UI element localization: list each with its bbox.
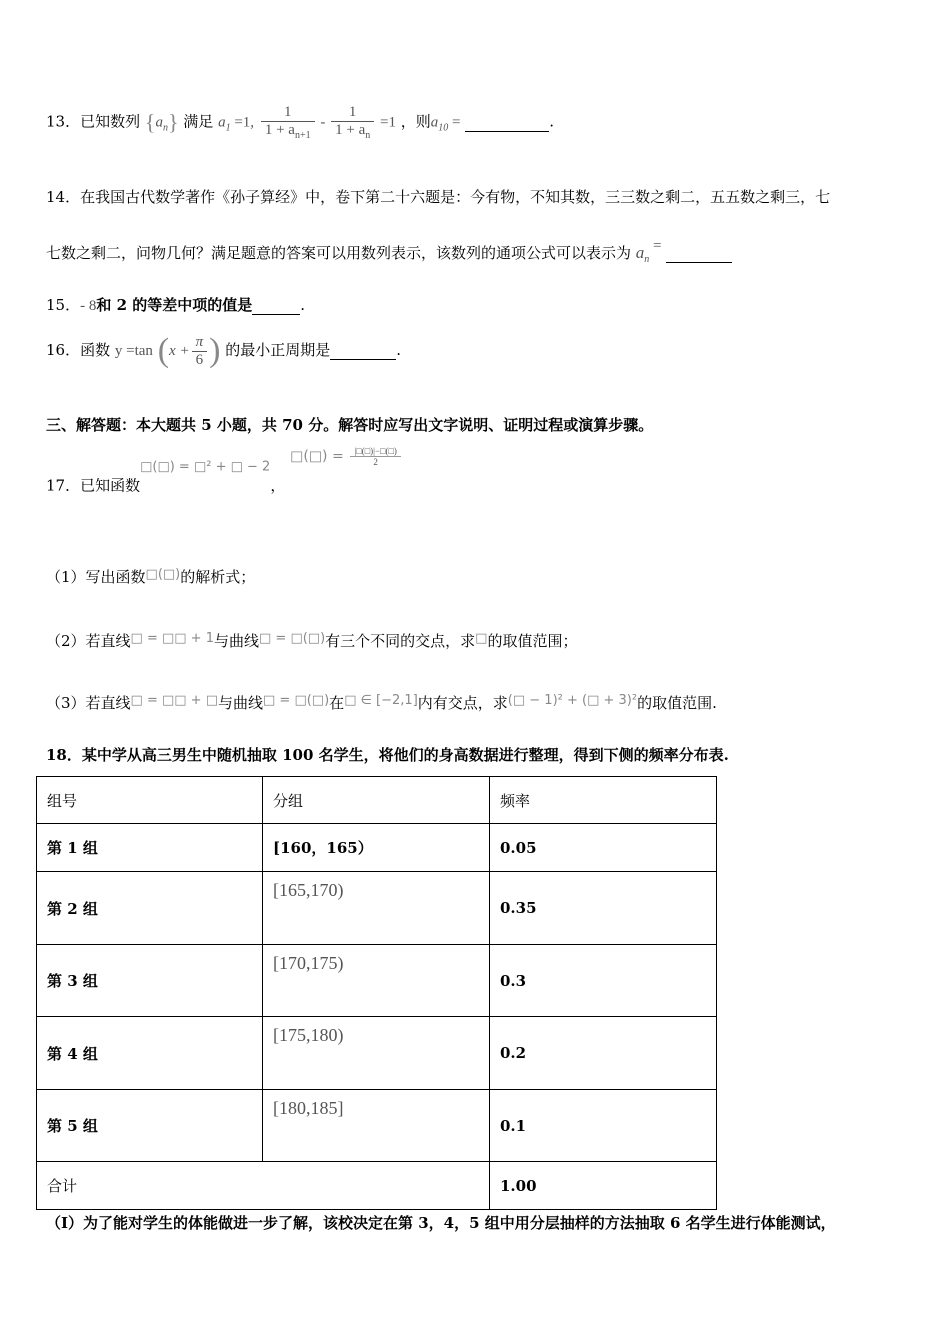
table-row: 第 3 组 [170,175) 0.3 <box>37 945 717 1017</box>
table-row: 第 5 组 [180,185] 0.1 <box>37 1090 717 1162</box>
question-14-line-1: 14．在我国古代数学著作《孙子算经》中，卷下第二十六题是：今有物，不知其数，三三数之剩二，五五数之剩三，七 <box>46 188 831 206</box>
fraction-g: $\frac{|□(□)|-□(□)}{2}$ <box>350 446 400 467</box>
question-15: 15．- 8和 2 的等差中项的值是 . <box>46 296 306 314</box>
answer-blank[interactable] <box>330 341 396 360</box>
table-header-row <box>37 777 717 824</box>
total-value: 1.00 <box>490 1162 717 1210</box>
question-14-line-2: 七数之剩二，问物几何？满足题意的答案可以用数列表示，该数列的通项公式可以表示为 $a_n$ = <box>46 238 732 265</box>
question-17-part-3: （3）若直线□ = □□ + □与曲线□ = □(□)在□ ∈ [−2,1]内有交点，求(□ − 1)² + (□ + 3)²的取值范围. <box>46 693 717 712</box>
question-17-part-2: （2）若直线□ = □□ + 1与曲线□ = □(□)有三个不同的交点，求□的取值范围； <box>46 631 578 650</box>
section-3-heading: 三、解答题：本大题共 5 小题，共 70 分。解答时应写出文字说明、证明过程或演算步骤。 <box>46 416 654 434</box>
brace-left: { <box>144 109 156 135</box>
question-17-part-1: （1）写出函数□(□)的解析式； <box>46 567 256 586</box>
table-row: 第 2 组 [165,170) 0.35 <box>37 872 717 945</box>
question-13: 13．已知数列 $\{a_n\}$ 满足 $a_1 =1$, $\frac{1}{1 + a_{n+1}}$ - $\frac{1}{1 + a_n}$ =1 ，则$a_{10}$ = . <box>46 104 555 141</box>
table-total-row <box>37 1162 717 1210</box>
paren-right: ) <box>209 332 221 369</box>
frequency-table <box>36 776 717 1210</box>
question-18: 18．某中学从高三男生中随机抽取 100 名学生，将他们的身高数据进行整理，得到下侧的频率分布表. <box>46 746 729 764</box>
header-group: 组号 <box>37 777 263 824</box>
table-row: 第 1 组 [160，165） 0.05 <box>37 824 717 872</box>
header-interval: 分组 <box>263 777 490 824</box>
answer-blank[interactable] <box>666 244 732 263</box>
question-16: 16．函数 y =tan (x + $\frac{\pi}{6}$ ) 的最小正周期是 . <box>46 332 401 369</box>
fraction-2: $\frac{1}{1 + a_n}$ <box>331 104 374 141</box>
fraction-pi-6: $\frac{\pi}{6}$ <box>192 334 208 369</box>
question-17: 17．已知函数□(□) = □² + □ − 2， □(□) = $\frac{|□(□)|-□(□)}{2}$ <box>46 446 403 496</box>
answer-blank[interactable] <box>465 113 549 132</box>
table-row: 第 4 组 [175,180) 0.2 <box>37 1017 717 1090</box>
total-label: 合计 <box>37 1162 490 1210</box>
header-frequency: 频率 <box>490 777 717 824</box>
question-18-part-1: （Ⅰ）为了能对学生的体能做进一步了解，该校决定在第 3，4，5 组中用分层抽样的方法抽取 6 名学生进行体能测试， <box>46 1214 836 1232</box>
brace-right: } <box>167 109 179 135</box>
q13-number: 13． <box>46 112 81 131</box>
fraction-1: $\frac{1}{1 + a_{n+1}}$ <box>261 104 315 141</box>
paren-left: ( <box>157 332 170 369</box>
answer-blank[interactable] <box>252 296 300 315</box>
